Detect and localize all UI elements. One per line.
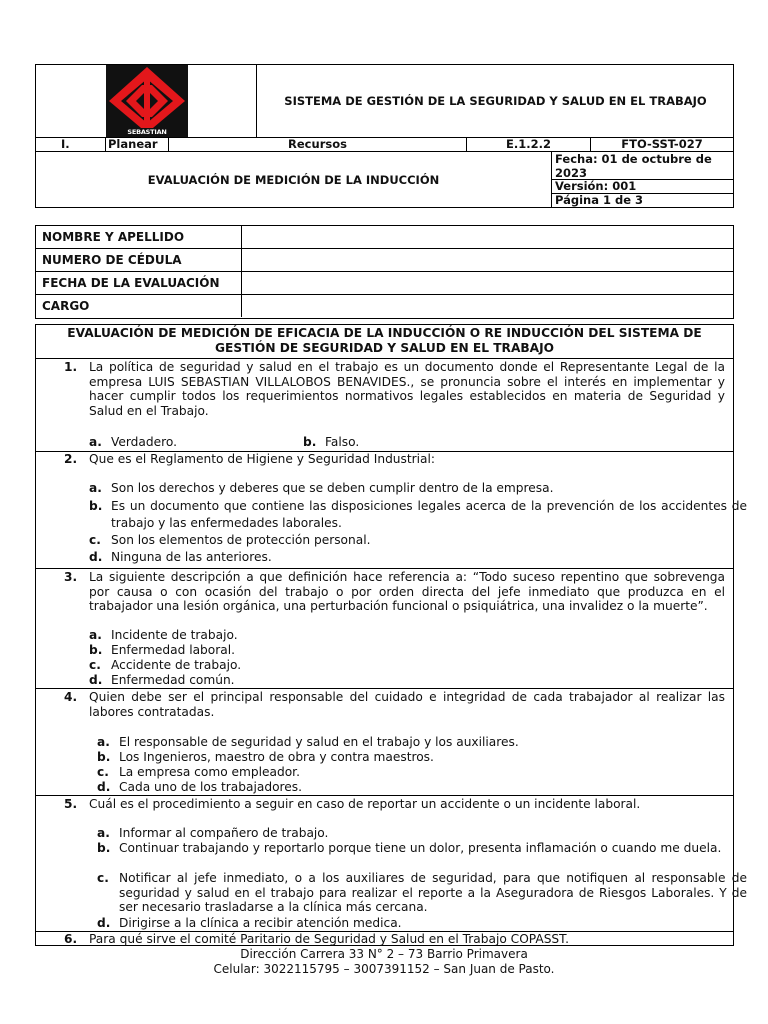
option-text: La empresa como empleador. bbox=[119, 765, 300, 779]
form-code: FTO-SST-027 bbox=[621, 137, 703, 151]
question-number: 5. bbox=[64, 797, 78, 811]
logo-cell bbox=[36, 65, 257, 137]
option-letter: a. bbox=[97, 826, 110, 840]
question-4 bbox=[36, 689, 733, 796]
question-text: Para qué sirve el comité Paritario de Seguridad y Salud en el Trabajo COPASST. bbox=[89, 932, 570, 946]
version-cell: Versión: 001 bbox=[552, 180, 733, 194]
questions-title-line-1: EVALUACIÓN DE MEDICIÓN DE EFICACIA DE LA INDUCCIÓN O RE INDUCCIÓN DEL SISTEMA DE bbox=[67, 326, 702, 340]
title-row bbox=[36, 152, 733, 208]
date-cell bbox=[552, 152, 733, 180]
questions-title-line-2: GESTIÓN DE SEGURIDAD Y SALUD EN EL TRABAJO bbox=[215, 341, 554, 355]
option-b[interactable] bbox=[97, 841, 747, 856]
question-1 bbox=[36, 359, 733, 452]
question-6 bbox=[36, 932, 733, 946]
option-text: Notificar al jefe inmediato, o a los auxiliares de seguridad, para que notifiquen al responsable de seguridad y salud en el trabajo para realizar el reporte a la Aseguradora de Riesgos Laborales. Y de ser necesario trasladarse a la clínica más cercana. bbox=[119, 871, 747, 915]
option-letter: d. bbox=[89, 550, 103, 564]
option-text: Es un documento que contiene las disposiciones legales acerca de la prevención de los accidentes de trabajo y las enfermedades laborales. bbox=[111, 499, 747, 530]
option-text: Continuar trabajando y reportarlo porque tiene un dolor, presenta inflamación o cuando me duela. bbox=[119, 841, 722, 855]
question-5 bbox=[36, 796, 747, 932]
table-row bbox=[36, 226, 733, 249]
option-d[interactable] bbox=[89, 673, 725, 688]
question-text: Que es el Reglamento de Higiene y Seguridad Industrial: bbox=[89, 452, 436, 466]
standard-code: E.1.2.2 bbox=[467, 138, 591, 151]
page-footer bbox=[0, 947, 768, 977]
question-text: La siguiente descripción a que definición hace referencia a: “Todo suceso repentino que sobrevenga por causa o con ocasión del trabajo o por orden directa del jefe inmediato que produzca en el trabajador una lesión orgánica, una perturbación funcional o psiquiátrica, una invalidez o la muerte”. bbox=[89, 570, 725, 614]
option-letter: a. bbox=[89, 628, 102, 642]
option-letter: c. bbox=[89, 533, 101, 547]
question-number: 3. bbox=[64, 570, 78, 584]
option-text: Cada uno de los trabajadores. bbox=[119, 780, 302, 794]
option-letter: a. bbox=[89, 435, 102, 449]
option-d[interactable] bbox=[97, 780, 725, 795]
option-text: Accidente de trabajo. bbox=[111, 658, 242, 672]
option-letter: b. bbox=[97, 841, 111, 855]
option-a[interactable] bbox=[89, 628, 725, 643]
option-letter: c. bbox=[89, 658, 101, 672]
option-c[interactable] bbox=[89, 658, 725, 673]
company-logo bbox=[106, 65, 188, 137]
option-a[interactable] bbox=[97, 735, 725, 750]
footer-address: Dirección Carrera 33 N° 2 – 73 Barrio Primavera bbox=[240, 947, 528, 961]
option-letter: a. bbox=[97, 735, 110, 749]
footer-phones: Celular: 3022115795 – 3007391152 – San Juan de Pasto. bbox=[213, 962, 555, 976]
option-text: Son los derechos y deberes que se deben cumplir dentro de la empresa. bbox=[111, 481, 554, 495]
option-letter: d. bbox=[97, 780, 111, 794]
question-number: 1. bbox=[64, 360, 78, 374]
field-label: NOMBRE Y APELLIDO bbox=[36, 226, 242, 248]
document-meta bbox=[552, 152, 733, 208]
field-label: NUMERO DE CÉDULA bbox=[36, 249, 242, 271]
option-text: Informar al compañero de trabajo. bbox=[119, 826, 329, 840]
option-a[interactable] bbox=[97, 826, 725, 841]
option-letter: c. bbox=[97, 871, 109, 885]
question-3 bbox=[36, 569, 733, 689]
resources-label: Recursos bbox=[169, 138, 467, 151]
option-letter: b. bbox=[303, 435, 317, 449]
option-text: Son los elementos de protección personal. bbox=[111, 533, 371, 547]
option-text: Enfermedad laboral. bbox=[111, 643, 235, 657]
option-letter: a. bbox=[89, 481, 102, 495]
document-title: EVALUACIÓN DE MEDICIÓN DE LA INDUCCIÓN bbox=[36, 152, 552, 208]
question-text: Cuál es el procedimiento a seguir en caso de reportar un accidente o un incidente laboral. bbox=[89, 797, 641, 811]
table-row bbox=[36, 249, 733, 272]
option-c[interactable] bbox=[89, 533, 725, 548]
question-number: 2. bbox=[64, 452, 78, 466]
name-field[interactable] bbox=[242, 226, 733, 248]
option-text: Ninguna de las anteriores. bbox=[111, 550, 272, 564]
option-b[interactable] bbox=[89, 498, 747, 532]
table-row bbox=[36, 272, 733, 295]
date-line-2: 2023 bbox=[555, 166, 588, 180]
option-a[interactable] bbox=[89, 435, 289, 450]
option-a[interactable] bbox=[89, 481, 725, 496]
question-2 bbox=[36, 452, 747, 569]
option-letter: c. bbox=[97, 765, 109, 779]
question-text: Quien debe ser el principal responsable del cuidado e integridad de cada trabajador al realizar las labores contratadas. bbox=[89, 690, 725, 719]
position-field[interactable] bbox=[242, 295, 733, 317]
option-d[interactable] bbox=[89, 550, 725, 565]
option-c[interactable] bbox=[97, 871, 747, 915]
evaluation-date-field[interactable] bbox=[242, 272, 733, 294]
option-text: Dirigirse a la clínica a recibir atención medica. bbox=[119, 916, 402, 930]
field-label: FECHA DE LA EVALUACIÓN bbox=[36, 272, 242, 294]
option-c[interactable] bbox=[97, 765, 725, 780]
option-d[interactable] bbox=[97, 916, 725, 931]
question-text: La política de seguridad y salud en el trabajo es un documento donde el Representante Legal de la empresa LUIS SEBASTIAN VILLALOBOS BENAVIDES., se pronuncia sobre el interés en implementar y hacer cumplir todos los requerimientos normativos legales establecidos en materia de Seguridad y Salud en el Trabajo. bbox=[89, 360, 725, 418]
questions-title bbox=[36, 325, 733, 359]
personal-data-table bbox=[35, 225, 734, 319]
option-text: Verdadero. bbox=[111, 435, 177, 449]
logo-caption: SEBASTIAN bbox=[106, 128, 188, 137]
option-letter: d. bbox=[97, 916, 111, 930]
date-line-1: Fecha: 01 de octubre de bbox=[555, 152, 712, 166]
logo-mark-icon bbox=[106, 65, 188, 137]
page-cell: Página 1 de 3 bbox=[555, 193, 644, 207]
option-letter: d. bbox=[89, 673, 103, 687]
option-letter: b. bbox=[89, 499, 103, 513]
option-b[interactable] bbox=[89, 643, 725, 658]
question-number: 4. bbox=[64, 690, 78, 704]
option-text: El responsable de seguridad y salud en el trabajo y los auxiliares. bbox=[119, 735, 519, 749]
option-text: Falso. bbox=[325, 435, 360, 449]
system-title: SISTEMA DE GESTIÓN DE LA SEGURIDAD Y SALUD EN EL TRABAJO bbox=[284, 94, 707, 108]
classification-row bbox=[36, 137, 733, 152]
option-b[interactable] bbox=[303, 435, 503, 450]
option-letter: b. bbox=[97, 750, 111, 764]
id-number-field[interactable] bbox=[242, 249, 733, 271]
table-row bbox=[36, 295, 733, 318]
option-text: Enfermedad común. bbox=[111, 673, 235, 687]
option-b[interactable] bbox=[97, 750, 725, 765]
field-label: CARGO bbox=[36, 295, 242, 317]
phase-name: Planear bbox=[106, 138, 169, 151]
option-text: Los Ingenieros, maestro de obra y contra maestros. bbox=[119, 750, 434, 764]
question-number: 6. bbox=[64, 932, 78, 946]
questions-table bbox=[35, 324, 747, 946]
option-text: Incidente de trabajo. bbox=[111, 628, 238, 642]
phase-number: I. bbox=[36, 138, 106, 151]
option-letter: b. bbox=[89, 643, 103, 657]
document-header bbox=[35, 64, 734, 208]
